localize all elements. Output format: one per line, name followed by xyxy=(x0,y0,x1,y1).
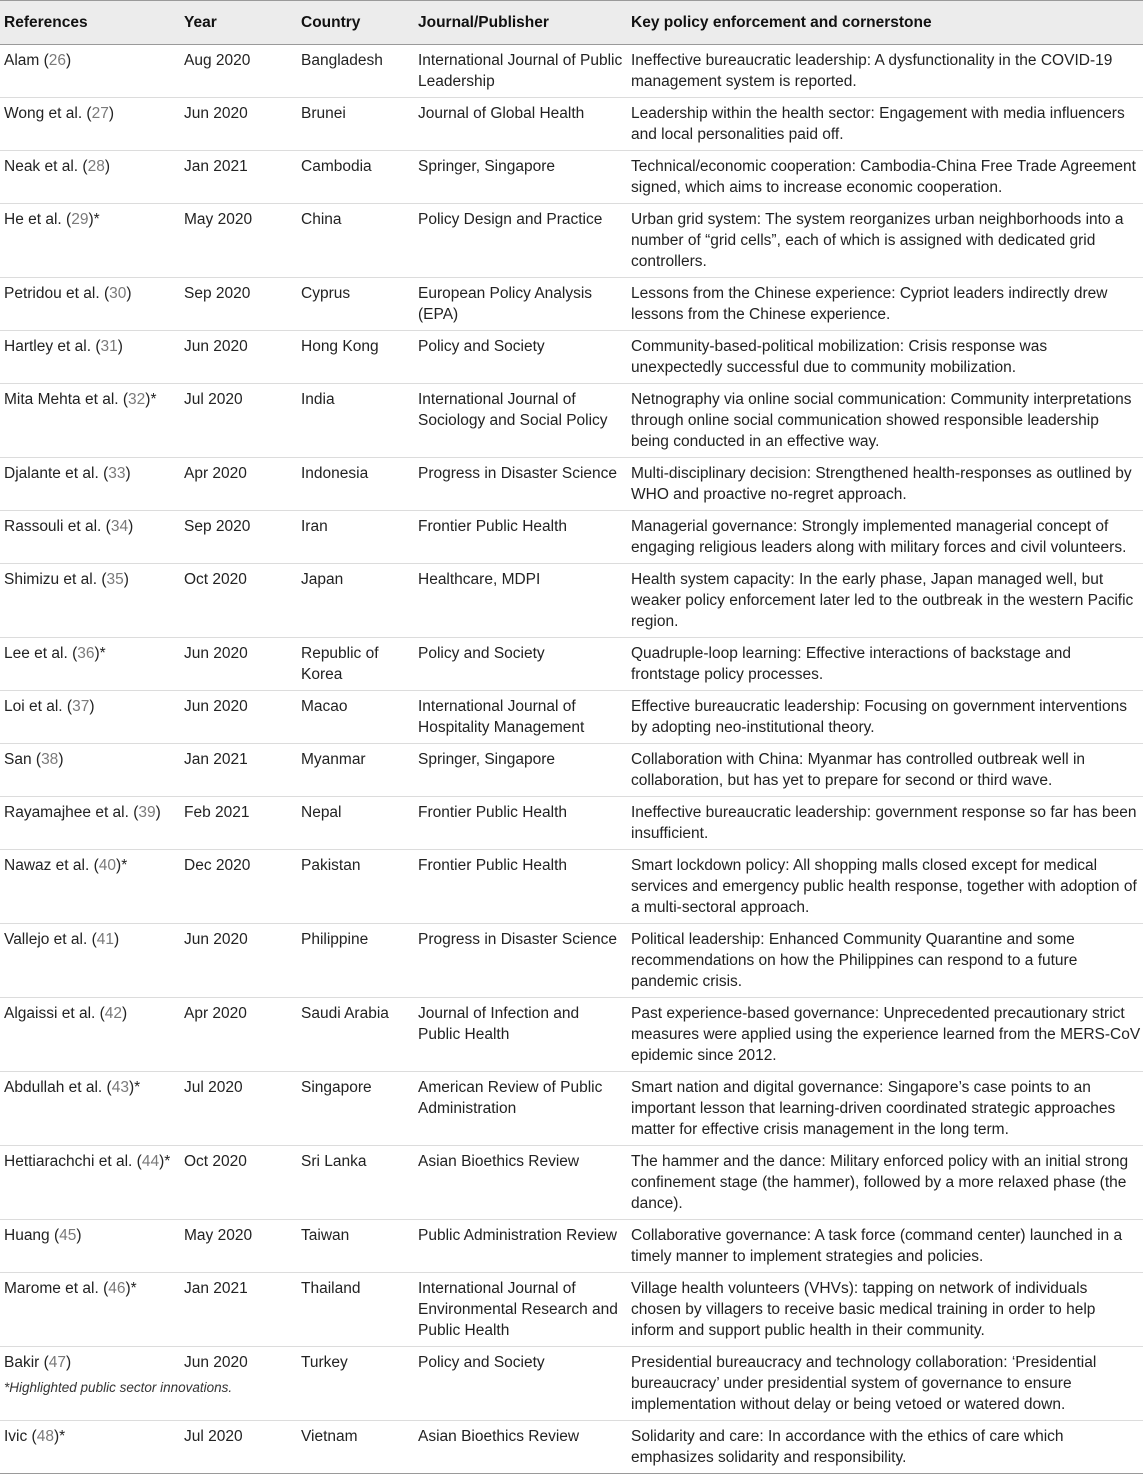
reference-author: He et al. xyxy=(4,211,62,228)
journal-cell: Journal of Global Health xyxy=(414,98,627,151)
country-cell: India xyxy=(297,384,414,458)
country-cell: Thailand xyxy=(297,1273,414,1347)
reference-author: Wong et al. xyxy=(4,105,83,122)
journal-cell: International Journal of Hospitality Management xyxy=(414,691,627,744)
policy-cell: Lessons from the Chinese experience: Cypriot leaders indirectly drew lessons from the Chinese experience. xyxy=(627,278,1143,331)
innovation-marker: * xyxy=(150,391,157,408)
reference-cell: Bakir (47) xyxy=(0,1347,180,1421)
journal-cell: International Journal of Sociology and Social Policy xyxy=(414,384,627,458)
table-row xyxy=(0,1072,1143,1146)
table-body xyxy=(0,45,1143,1474)
table-row xyxy=(0,850,1143,924)
journal-cell: Springer, Singapore xyxy=(414,151,627,204)
country-cell: Pakistan xyxy=(297,850,414,924)
reference-number[interactable]: 32 xyxy=(128,391,146,408)
policy-cell: Collaboration with China: Myanmar has controlled outbreak well in collaboration, but has yet to prepare for second or third wave. xyxy=(627,744,1143,797)
country-cell: Myanmar xyxy=(297,744,414,797)
country-cell: Cambodia xyxy=(297,151,414,204)
year-cell: Apr 2020 xyxy=(180,998,297,1072)
year-cell: Aug 2020 xyxy=(180,45,297,98)
reference-cell: Rassouli et al. (34) xyxy=(0,511,180,564)
year-cell: May 2020 xyxy=(180,204,297,278)
reference-author: Mita Mehta et al. xyxy=(4,391,119,408)
policy-cell: Smart lockdown policy: All shopping malls closed except for medical services and emergency public health response, together with adoption of a multi-sectoral approach. xyxy=(627,850,1143,924)
journal-cell: Healthcare, MDPI xyxy=(414,564,627,638)
policy-cell: Health system capacity: In the early phase, Japan managed well, but weaker policy enforcement later led to the outbreak in the western Pacific region. xyxy=(627,564,1143,638)
reference-number[interactable]: 46 xyxy=(108,1280,126,1297)
country-cell: Philippine xyxy=(297,924,414,998)
policy-cell: Netnography via online social communication: Community interpretations through online social communication showed responsible leadership being conducted in an effective way. xyxy=(627,384,1143,458)
reference-number[interactable]: 33 xyxy=(108,465,126,482)
header-row xyxy=(0,1,1143,45)
country-cell: Taiwan xyxy=(297,1220,414,1273)
reference-number[interactable]: 41 xyxy=(96,931,115,948)
table-row xyxy=(0,384,1143,458)
country-cell: Japan xyxy=(297,564,414,638)
reference-cell: San (38) xyxy=(0,744,180,797)
table-row xyxy=(0,98,1143,151)
reference-author: Hartley et al. xyxy=(4,338,92,355)
reference-author: Vallejo et al. xyxy=(4,931,88,948)
reference-cell: Nawaz et al. (40)* xyxy=(0,850,180,924)
year-cell: Jan 2021 xyxy=(180,151,297,204)
reference-number[interactable]: 45 xyxy=(59,1227,77,1244)
innovation-marker: * xyxy=(121,857,128,874)
year-cell: Jun 2020 xyxy=(180,691,297,744)
reference-author: Hettiarachchi et al. xyxy=(4,1153,133,1170)
reference-author: Alam xyxy=(4,52,40,69)
year-cell: Jul 2020 xyxy=(180,384,297,458)
country-cell: Iran xyxy=(297,511,414,564)
policy-cell: Urban grid system: The system reorganizes urban neighborhoods into a number of “grid cells”, each of which is assigned with dedicated grid controllers. xyxy=(627,204,1143,278)
journal-cell: Frontier Public Health xyxy=(414,511,627,564)
table-row xyxy=(0,511,1143,564)
year-cell: Jan 2021 xyxy=(180,744,297,797)
reference-author: Petridou et al. xyxy=(4,285,100,302)
reference-cell: Huang (45) xyxy=(0,1220,180,1273)
reference-cell: Loi et al. (37) xyxy=(0,691,180,744)
year-cell: Sep 2020 xyxy=(180,278,297,331)
journal-cell: International Journal of Public Leadership xyxy=(414,45,627,98)
journal-cell: Policy Design and Practice xyxy=(414,204,627,278)
table-row xyxy=(0,1220,1143,1273)
table-row xyxy=(0,998,1143,1072)
reference-cell: Hartley et al. (31) xyxy=(0,331,180,384)
table-row xyxy=(0,1421,1143,1474)
year-cell: Feb 2021 xyxy=(180,797,297,850)
journal-cell: Frontier Public Health xyxy=(414,797,627,850)
journal-cell: American Review of Public Administration xyxy=(414,1072,627,1146)
table-row xyxy=(0,278,1143,331)
reference-number[interactable]: 42 xyxy=(104,1005,123,1022)
reference-number[interactable]: 38 xyxy=(41,751,59,768)
reference-number[interactable]: 47 xyxy=(48,1354,67,1371)
reference-cell: Wong et al. (27) xyxy=(0,98,180,151)
journal-cell: Asian Bioethics Review xyxy=(414,1146,627,1220)
table-row xyxy=(0,564,1143,638)
reference-number[interactable]: 35 xyxy=(106,571,124,588)
country-cell: Macao xyxy=(297,691,414,744)
reference-number[interactable]: 31 xyxy=(100,338,118,355)
policy-cell: Smart nation and digital governance: Singapore’s case points to an important lesson that learning-driven coordinated strategic approaches matter for effective crisis management in the long term. xyxy=(627,1072,1143,1146)
journal-cell: Public Administration Review xyxy=(414,1220,627,1273)
country-cell: Bangladesh xyxy=(297,45,414,98)
reference-cell: Abdullah et al. (43)* xyxy=(0,1072,180,1146)
reference-author: Neak et al. xyxy=(4,158,79,175)
year-cell: Jun 2020 xyxy=(180,638,297,691)
year-cell: Jul 2020 xyxy=(180,1421,297,1474)
policy-cell: Ineffective bureaucratic leadership: A dysfunctionality in the COVID-19 management system is reported. xyxy=(627,45,1143,98)
year-cell: Jun 2020 xyxy=(180,924,297,998)
policy-cell: The hammer and the dance: Military enforced policy with an initial strong confinement stage (the hammer), followed by a more relaxed phase (the dance). xyxy=(627,1146,1143,1220)
reference-author: Djalante et al. xyxy=(4,465,99,482)
reference-author: Ivic xyxy=(4,1428,28,1445)
year-cell: Jan 2021 xyxy=(180,1273,297,1347)
year-cell: Jul 2020 xyxy=(180,1072,297,1146)
policy-cell: Solidarity and care: In accordance with the ethics of care which emphasizes solidarity and responsibility. xyxy=(627,1421,1143,1474)
year-cell: Apr 2020 xyxy=(180,458,297,511)
table-row xyxy=(0,151,1143,204)
innovation-marker: * xyxy=(134,1079,141,1096)
reference-number[interactable]: 39 xyxy=(138,804,156,821)
journal-cell: Policy and Society xyxy=(414,1347,627,1421)
reference-number[interactable]: 34 xyxy=(110,518,129,535)
header-policy: Key policy enforcement and cornerstone xyxy=(627,1,1143,45)
country-cell: Vietnam xyxy=(297,1421,414,1474)
reference-cell: Petridou et al. (30) xyxy=(0,278,180,331)
country-cell: Sri Lanka xyxy=(297,1146,414,1220)
reference-author: Marome et al. xyxy=(4,1280,99,1297)
policy-cell: Technical/economic cooperation: Cambodia-China Free Trade Agreement signed, which aims to increase economic cooperation. xyxy=(627,151,1143,204)
year-cell: Oct 2020 xyxy=(180,1146,297,1220)
reference-number[interactable]: 36 xyxy=(77,645,95,662)
year-cell: Sep 2020 xyxy=(180,511,297,564)
table-row xyxy=(0,458,1143,511)
policy-cell: Multi-disciplinary decision: Strengthened health-responses as outlined by WHO and proactive no-regret approach. xyxy=(627,458,1143,511)
reference-number[interactable]: 37 xyxy=(72,698,90,715)
policy-cell: Presidential bureaucracy and technology collaboration: ‘Presidential bureaucracy’ under presidential system of governance to ensure implementation without delay or being vetoed or watered down. xyxy=(627,1347,1143,1421)
reference-author: Loi et al. xyxy=(4,698,63,715)
table-row xyxy=(0,638,1143,691)
innovation-marker: * xyxy=(99,645,106,662)
reference-author: Nawaz et al. xyxy=(4,857,90,874)
country-cell: Hong Kong xyxy=(297,331,414,384)
journal-cell: Progress in Disaster Science xyxy=(414,924,627,998)
innovation-marker: * xyxy=(59,1428,66,1445)
header-journal: Journal/Publisher xyxy=(414,1,627,45)
reference-number[interactable]: 26 xyxy=(48,52,67,69)
country-cell: Singapore xyxy=(297,1072,414,1146)
policy-cell: Political leadership: Enhanced Community Quarantine and some recommendations on how the Philippines can respond to a future pandemic crisis. xyxy=(627,924,1143,998)
policy-cell: Managerial governance: Strongly implemented managerial concept of engaging religious leaders along with military forces and civil volunteers. xyxy=(627,511,1143,564)
journal-cell: European Policy Analysis (EPA) xyxy=(414,278,627,331)
reference-number[interactable]: 43 xyxy=(111,1079,129,1096)
table-row xyxy=(0,1146,1143,1220)
policy-cell: Effective bureaucratic leadership: Focusing on government interventions by adopting neo-institutional theory. xyxy=(627,691,1143,744)
policy-cell: Collaborative governance: A task force (command center) launched in a timely manner to implement strategies and policies. xyxy=(627,1220,1143,1273)
reference-cell: He et al. (29)* xyxy=(0,204,180,278)
journal-cell: Policy and Society xyxy=(414,638,627,691)
reference-cell: Shimizu et al. (35) xyxy=(0,564,180,638)
reference-author: Rayamajhee et al. xyxy=(4,804,129,821)
reference-cell: Hettiarachchi et al. (44)* xyxy=(0,1146,180,1220)
table-row xyxy=(0,797,1143,850)
reference-number[interactable]: 29 xyxy=(71,211,89,228)
table-row xyxy=(0,1273,1143,1347)
journal-cell: Asian Bioethics Review xyxy=(414,1421,627,1474)
country-cell: China xyxy=(297,204,414,278)
policy-cell: Village health volunteers (VHVs): tapping on network of individuals chosen by villagers to receive basic medical training in order to help inform and support public health in their community. xyxy=(627,1273,1143,1347)
header-references: References xyxy=(0,1,180,45)
reference-cell: Neak et al. (28) xyxy=(0,151,180,204)
innovation-marker: * xyxy=(164,1153,171,1170)
year-cell: Jun 2020 xyxy=(180,331,297,384)
reference-number[interactable]: 44 xyxy=(141,1153,160,1170)
journal-cell: Progress in Disaster Science xyxy=(414,458,627,511)
table-row xyxy=(0,924,1143,998)
year-cell: Oct 2020 xyxy=(180,564,297,638)
country-cell: Indonesia xyxy=(297,458,414,511)
table-row xyxy=(0,204,1143,278)
country-cell: Brunei xyxy=(297,98,414,151)
innovation-marker: * xyxy=(130,1280,137,1297)
reference-cell: Mita Mehta et al. (32)* xyxy=(0,384,180,458)
country-cell: Cyprus xyxy=(297,278,414,331)
reference-cell: Alam (26) xyxy=(0,45,180,98)
header-year: Year xyxy=(180,1,297,45)
table-row xyxy=(0,331,1143,384)
policy-cell: Quadruple-loop learning: Effective interactions of backstage and frontstage policy processes. xyxy=(627,638,1143,691)
journal-cell: Journal of Infection and Public Health xyxy=(414,998,627,1072)
reference-cell: Ivic (48)* xyxy=(0,1421,180,1474)
reference-author: Algaissi et al. xyxy=(4,1005,96,1022)
reference-author: Rassouli et al. xyxy=(4,518,102,535)
header-country: Country xyxy=(297,1,414,45)
reference-author: Lee et al. xyxy=(4,645,68,662)
reference-number[interactable]: 48 xyxy=(36,1428,54,1445)
reference-author: Abdullah et al. xyxy=(4,1079,103,1096)
country-cell: Nepal xyxy=(297,797,414,850)
journal-cell: International Journal of Environmental Research and Public Health xyxy=(414,1273,627,1347)
journal-cell: Springer, Singapore xyxy=(414,744,627,797)
policy-cell: Ineffective bureaucratic leadership: government response so far has been insufficient. xyxy=(627,797,1143,850)
table-row xyxy=(0,45,1143,98)
reference-cell: Algaissi et al. (42) xyxy=(0,998,180,1072)
reference-cell: Marome et al. (46)* xyxy=(0,1273,180,1347)
country-cell: Republic of Korea xyxy=(297,638,414,691)
journal-cell: Frontier Public Health xyxy=(414,850,627,924)
reference-cell: Lee et al. (36)* xyxy=(0,638,180,691)
year-cell: May 2020 xyxy=(180,1220,297,1273)
reference-cell: Vallejo et al. (41) xyxy=(0,924,180,998)
year-cell: Jun 2020 xyxy=(180,1347,297,1421)
year-cell: Dec 2020 xyxy=(180,850,297,924)
reference-cell: Djalante et al. (33) xyxy=(0,458,180,511)
reference-author: San xyxy=(4,751,32,768)
footnote: *Highlighted public sector innovations. xyxy=(4,1380,233,1395)
reference-number[interactable]: 30 xyxy=(109,285,127,302)
journal-cell: Policy and Society xyxy=(414,331,627,384)
reference-number[interactable]: 27 xyxy=(91,105,109,122)
reference-author: Huang xyxy=(4,1227,50,1244)
reference-number[interactable]: 40 xyxy=(98,857,117,874)
table-header xyxy=(0,1,1143,45)
reference-author: Bakir xyxy=(4,1354,40,1371)
reference-number[interactable]: 28 xyxy=(87,158,105,175)
table-row xyxy=(0,744,1143,797)
reference-cell: Rayamajhee et al. (39) xyxy=(0,797,180,850)
policy-cell: Past experience-based governance: Unprecedented precautionary strict measures were applied using the experience learned from the MERS-CoV epidemic since 2012. xyxy=(627,998,1143,1072)
policy-cell: Leadership within the health sector: Engagement with media influencers and local personalities paid off. xyxy=(627,98,1143,151)
policy-cell: Community-based-political mobilization: Crisis response was unexpectedly successful due to community mobilization. xyxy=(627,331,1143,384)
year-cell: Jun 2020 xyxy=(180,98,297,151)
country-cell: Saudi Arabia xyxy=(297,998,414,1072)
country-cell: Turkey xyxy=(297,1347,414,1421)
reference-author: Shimizu et al. xyxy=(4,571,98,588)
innovation-marker: * xyxy=(93,211,100,228)
table-row xyxy=(0,691,1143,744)
